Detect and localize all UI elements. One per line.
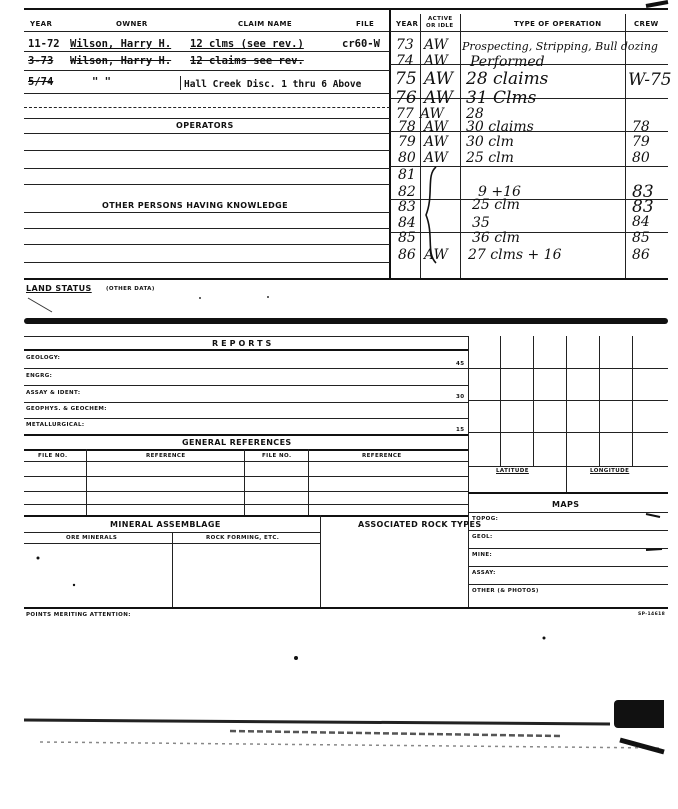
- activity-operation-75: 28 claims: [466, 69, 549, 89]
- activity-crew-80: 80: [632, 150, 650, 166]
- claim-name-header: CLAIM NAME: [238, 20, 293, 28]
- crew-header: CREW: [634, 20, 659, 28]
- map-other-label: OTHER (& PHOTOS): [472, 588, 539, 594]
- activity-status-78: AW: [424, 119, 448, 135]
- activity-year-81: 81: [398, 167, 416, 183]
- ref-col-reference-1: REFERENCE: [146, 453, 186, 459]
- activity-year-77: 77: [396, 106, 414, 122]
- land-status-sub: (OTHER DATA): [106, 286, 155, 292]
- ref-col-file-no-1: FILE NO.: [38, 453, 68, 459]
- owner-row-3-claim: Hall Creek Disc. 1 thru 6 Above: [184, 79, 362, 90]
- map-mine-label: MINE:: [472, 552, 493, 558]
- activity-crew-85: 85: [632, 230, 650, 246]
- report-metallurgical-label: METALLURGICAL:: [26, 422, 85, 428]
- report-geophys-label: GEOPHYS. & GEOCHEM:: [26, 406, 107, 412]
- map-topog-label: TOPOG:: [472, 516, 499, 522]
- activity-year-85: 85: [398, 230, 416, 246]
- activity-year-78: 78: [398, 119, 416, 135]
- file-header: FILE: [356, 20, 375, 28]
- reports-label: REPORTS: [212, 339, 275, 348]
- activity-year-75: 75: [395, 69, 417, 89]
- ref-col-file-no-2: FILE NO.: [262, 453, 292, 459]
- owner-row-2-date: 3-73: [28, 55, 54, 67]
- form-number: SP-14618: [638, 612, 666, 617]
- report-geology-num: 45: [456, 361, 465, 367]
- report-metallurgical-num: 15: [456, 427, 465, 433]
- map-assay-label: ASSAY:: [472, 570, 496, 576]
- activity-crew-84: 84: [632, 214, 650, 230]
- maps-label: MAPS: [552, 500, 580, 509]
- other-persons-label: OTHER PERSONS HAVING KNOWLEDGE: [102, 201, 288, 210]
- map-geol-label: GEOL:: [472, 534, 493, 540]
- activity-crew-82: 83: [632, 182, 654, 202]
- owner-row-3-owner: " ": [92, 76, 111, 88]
- rock-forming-label: ROCK FORMING, ETC.: [206, 535, 280, 541]
- activity-year-86: 86: [398, 247, 416, 263]
- activity-status-86: AW: [424, 247, 448, 263]
- activity-operation-82: 9 +16: [478, 184, 521, 200]
- activity-crew-75: W-75: [628, 70, 672, 90]
- owner-row-1-owner: Wilson, Harry H.: [70, 38, 172, 50]
- activity-operation-76: 31 Clms: [466, 88, 537, 108]
- activity-crew-83: 83: [632, 197, 654, 217]
- report-assay-num: 30: [456, 394, 465, 400]
- activity-operation-74: Performed: [470, 54, 545, 70]
- activity-year-80: 80: [398, 150, 416, 166]
- activity-operation-77: 28: [466, 106, 484, 122]
- activity-operation-83: 25 clm: [472, 197, 520, 213]
- general-references-label: GENERAL REFERENCES: [182, 438, 292, 447]
- points-meriting-attention-label: POINTS MERITING ATTENTION:: [26, 612, 131, 618]
- activity-operation-84: 35: [472, 215, 490, 231]
- activity-operation-79: 30 clm: [466, 134, 514, 150]
- activity-status-77: AW: [420, 106, 444, 122]
- owner-row-2-claim: 12 claims see rev.: [190, 55, 304, 67]
- type-of-operation-header: TYPE OF OPERATION: [514, 20, 602, 28]
- year2-header: YEAR: [396, 20, 419, 28]
- activity-status-75: AW: [424, 69, 454, 89]
- ref-col-reference-2: REFERENCE: [362, 453, 402, 459]
- longitude-label: LONGITUDE: [590, 468, 630, 474]
- latitude-label: LATITUDE: [496, 468, 529, 474]
- mineral-assemblage-label: MINERAL ASSEMBLAGE: [110, 520, 221, 529]
- activity-operation-78: 30 claims: [466, 119, 534, 135]
- activity-crew-79: 79: [632, 134, 650, 150]
- operators-label: OPERATORS: [176, 121, 234, 130]
- associated-rock-types-label: ASSOCIATED ROCK TYPES: [358, 520, 482, 529]
- year-header: YEAR: [30, 20, 53, 28]
- activity-year-82: 82: [398, 184, 416, 200]
- activity-year-73: 73: [396, 37, 414, 53]
- activity-status-73: AW: [424, 37, 448, 53]
- ore-minerals-label: ORE MINERALS: [66, 535, 118, 541]
- owner-header: OWNER: [116, 20, 148, 28]
- activity-crew-78: 78: [632, 119, 650, 135]
- activity-operation-80: 25 clm: [466, 150, 514, 166]
- activity-status-76: AW: [424, 88, 454, 108]
- land-status-label: LAND STATUS: [26, 284, 92, 293]
- activity-year-83: 83: [398, 199, 416, 215]
- activity-year-79: 79: [398, 134, 416, 150]
- idle-header: OR IDLE: [426, 23, 454, 29]
- report-geology-label: GEOLOGY:: [26, 355, 61, 361]
- owner-row-1-date: 11-72: [28, 38, 60, 50]
- activity-year-84: 84: [398, 215, 416, 231]
- owner-row-1-claim: 12 clms (see rev.): [190, 38, 304, 50]
- activity-status-74: AW: [424, 53, 448, 69]
- activity-status-79: AW: [424, 134, 448, 150]
- report-assay-label: ASSAY & IDENT:: [26, 390, 81, 396]
- active-header: ACTIVE: [428, 16, 453, 22]
- activity-year-76: 76: [395, 88, 417, 108]
- activity-operation-73: Prospecting, Stripping, Bull dozing: [462, 40, 658, 53]
- report-engrg-label: ENGRG:: [26, 373, 53, 379]
- owner-row-3-date: 5/74: [28, 76, 54, 88]
- activity-crew-86: 86: [632, 247, 650, 263]
- owner-row-1-file: cr60-W: [342, 38, 380, 50]
- activity-operation-86: 27 clms + 16: [468, 247, 562, 263]
- activity-year-74: 74: [396, 53, 414, 69]
- activity-status-80: AW: [424, 150, 448, 166]
- activity-operation-85: 36 clm: [472, 230, 520, 246]
- owner-row-2-owner: Wilson, Harry H.: [70, 55, 172, 67]
